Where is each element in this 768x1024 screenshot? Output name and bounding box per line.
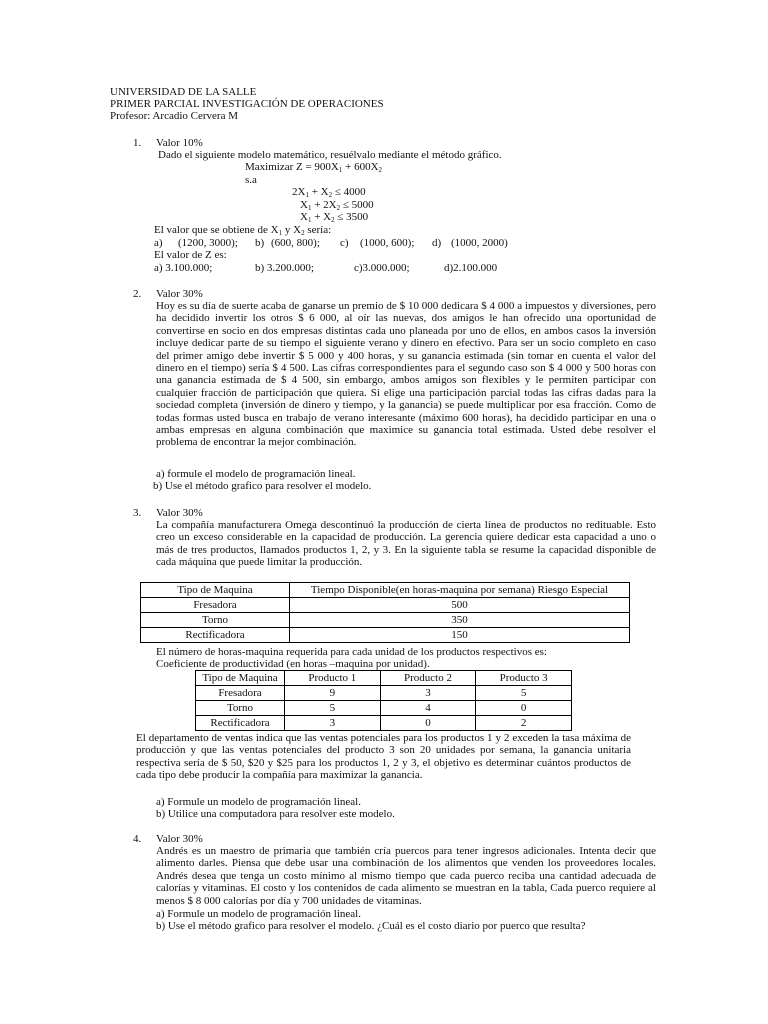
- q1-options-xy: a) (1200, 3000); b) (600, 800); c) (1000, 600); d) (1000, 2000): [154, 237, 508, 249]
- table-cell: 0: [380, 716, 476, 731]
- q2-part-a: a) formule el modelo de programación lineal.: [156, 468, 356, 480]
- q1-z-question: El valor de Z es:: [154, 249, 227, 261]
- table-cell: 3: [380, 686, 476, 701]
- table-cell: 9: [285, 686, 381, 701]
- q2-value: Valor 30%: [156, 288, 203, 300]
- professor: Profesor: Arcadio Cervera M: [110, 110, 238, 122]
- q1-objective: Maximizar $Z = 900X_1 + 600X_2$: [245, 161, 383, 174]
- machine-capacity-table: [140, 582, 630, 643]
- q4-value: Valor 30%: [156, 833, 203, 845]
- table-cell: Fresadora: [196, 686, 285, 701]
- q1-constraint-3: $X_1 + X_2 \le 3500$: [300, 211, 369, 224]
- q4-part-b: b) Use el método grafico para resolver el modelo. ¿Cuál es el costo diario por puerco que resulta?: [156, 920, 586, 932]
- table-cell: Rectificadora: [141, 628, 290, 643]
- table-cell: Rectificadora: [196, 716, 285, 731]
- q1-value: Valor 10%: [156, 137, 203, 149]
- table-row: [141, 613, 630, 628]
- table-cell: 5: [285, 701, 381, 716]
- q1-options-z: a) 3.100.000; b) 3.200.000; c)3.000.000; d)2.100.000: [154, 262, 498, 274]
- q3-value: Valor 30%: [156, 507, 203, 519]
- q3-coef-line: Coeficiente de productividad (en horas –maquina por unidad).: [156, 658, 430, 670]
- table-header-cell: Producto 1: [285, 671, 381, 686]
- table-cell: 150: [290, 628, 630, 643]
- q3-text: La compañía manufacturera Omega descontinuó la producción de cierta línea de productos no redituable. Esto creo un exceso considerable en la capacidad de producción. La gerencia quiere dedicar esta capacidad a uno o más de tres productos, llamados productos 1, 2, y 3. En la siguiente tabla se resume la capacidad disponible de cada máquina que puede limitar la producción.: [156, 519, 656, 569]
- university-title: UNIVERSIDAD DE LA SALLE: [110, 86, 257, 98]
- table-header-row: [196, 671, 572, 686]
- q4-number: 4.: [133, 833, 142, 845]
- table-cell: 3: [285, 716, 381, 731]
- q1-question: El valor que se obtiene de $X_1$ y $X_2$ sería:: [154, 224, 332, 237]
- table-cell: 500: [290, 598, 630, 613]
- q4-part-a: a) Formule un modelo de programación lineal.: [156, 908, 361, 920]
- q3-part-b: b) Utilice una computadora para resolver este modelo.: [156, 808, 395, 820]
- table-cell: 5: [476, 686, 572, 701]
- table-header-cell: Producto 3: [476, 671, 572, 686]
- table-header-cell: Tipo de Maquina: [196, 671, 285, 686]
- q3-part-a: a) Formule un modelo de programación lineal.: [156, 796, 361, 808]
- productivity-table: [195, 670, 572, 731]
- q2-part-b: b) Use el método grafico para resolver el modelo.: [153, 480, 372, 492]
- q3-hours-line: El número de horas-maquina requerida para cada unidad de los productos respectivos es:: [156, 646, 547, 658]
- table-row: [196, 701, 572, 716]
- table-header-row: [141, 583, 630, 598]
- table-row: [141, 628, 630, 643]
- table-header-cell: Tiempo Disponible(en horas-maquina por semana) Riesgo Especial: [290, 583, 630, 598]
- table-cell: 0: [476, 701, 572, 716]
- table-cell: Fresadora: [141, 598, 290, 613]
- table-cell: 350: [290, 613, 630, 628]
- table-row: [196, 686, 572, 701]
- table-cell: 4: [380, 701, 476, 716]
- table-header-cell: Producto 2: [380, 671, 476, 686]
- q1-subject-to: s.a: [245, 174, 257, 186]
- q2-text: Hoy es su día de suerte acaba de ganarse un premio de $ 10 000 dedicara $ 4 000 a impuestos y diversiones, pero ha decidido invertir los otros $ 6 000, al oír las nuevas, dos amigos le han ofrecido una oportunidad de convertirse en socio en dos empresas distintas cada uno planeada por uno de ellos, en ambos casos la inversión incluye dedicar parte de su tiempo el siguiente verano y dinero en efectivo. Para ser un socio completo en caso del primer amigo debe invertir $ 5 000 y 400 horas, y su ganancia estimada (sin tomar en cuenta el valor del dinero en el tiempo) sería $ 4 500. Las cifras correspondientes para el segundo caso son $ 4 000 y 500 horas con una ganancia estimada de $ 4 500, sin embargo, ambos amigos son flexibles y le permiten participar con cualquier fracción de participación que quiera. Si elige una participación parcial todas las cifras dadas para la sociedad completa (inversión de dinero y tiempo, y la ganancia) se puede multiplicar por esa fracción. Como de todas formas usted busca en trabajo de verano interesante (máximo 600 horas), ha decidido participar en una o ambas empresas en alguna combinación que maximice su ganancia total estimada. Usted debe resolver el problema de encontrar la mejor combinación.: [156, 300, 656, 449]
- q1-constraint-1: $2X_1 + X_2 \le 4000$: [292, 186, 366, 199]
- table-header-cell: Tipo de Maquina: [141, 583, 290, 598]
- table-cell: 2: [476, 716, 572, 731]
- table-row: [141, 598, 630, 613]
- q1-constraint-2: $X_1 + 2X_2 \le 5000$: [300, 199, 374, 212]
- table-cell: Torno: [141, 613, 290, 628]
- q2-number: 2.: [133, 288, 142, 300]
- q1-number: 1.: [133, 137, 142, 149]
- q1-intro: Dado el siguiente modelo matemático, resuélvalo mediante el método gráfico.: [158, 149, 502, 161]
- exam-title: PRIMER PARCIAL INVESTIGACIÓN DE OPERACIONES: [110, 98, 384, 110]
- q4-text: Andrés es un maestro de primaria que también cría puercos para tener ingresos adicionales. Intenta decir que alimento darles. Piensa que debe usar una combinación de los alimentos que venden los proveedores locales. Andrés desea que tenga un costo mínimo al mismo tiempo que cada puerco reciba una cantidad adecuada de calorías y vitaminas. El costo y los contenidos de cada alimento se muestran en la tabla, Cada puerco requiere al menos $ 8 000 calorías por día y 700 unidades de vitaminas.: [156, 845, 656, 907]
- table-cell: Torno: [196, 701, 285, 716]
- q3-number: 3.: [133, 507, 142, 519]
- table-row: [196, 716, 572, 731]
- q3-text2: El departamento de ventas indica que las ventas potenciales para los productos 1 y 2 exceden la tasa máxima de producción y que las ventas potenciales del producto 3 son 20 unidades por semana, la ganancia unitaria respectiva sería de $ 50, $20 y $25 para los productos 1, 2 y 3, el objetivo es determinar cuántos productos de cada tipo debe producir la compañía para maximizar la ganancia.: [136, 732, 631, 782]
